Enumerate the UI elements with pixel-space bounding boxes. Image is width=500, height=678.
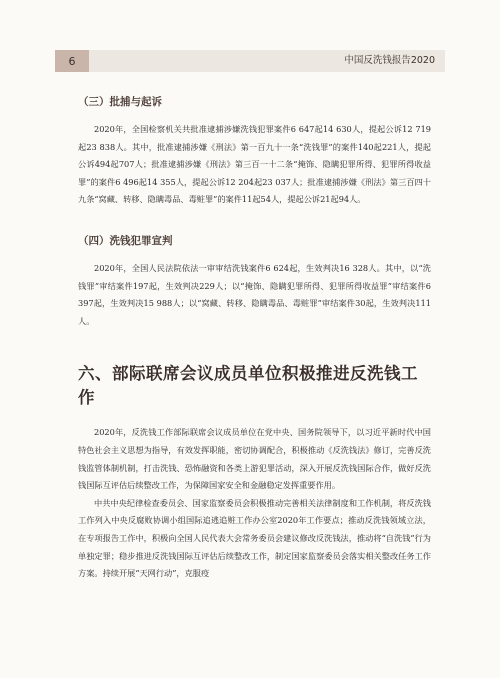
running-title: 中国反洗钱报告2020 [344,55,435,66]
paragraph-interministerial-overview: 2020年，反洗钱工作部际联席会议成员单位在党中央、国务院领导下，以习近平新时代中国特色社会主义思想为指导，有效发挥职能，密切协调配合，积极推动《反洗钱法》修订，完善反洗钱监管体制机制，打击洗钱、恐怖融资和各类上游犯罪活动，深入开展反洗钱国际合作，做好反洗钱国际互评估后续整改工作，为保障国家安全和金融稳定发挥重要作用。 [78,427,431,491]
paragraph-arrest-prosecution: 2020年，全国检察机关共批准逮捕涉嫌洗钱犯罪案件6 647起14 630人，提起公诉12 719起23 838人。其中，批准逮捕涉嫌《刑法》第一百九十一条“洗钱罪”的案件140起221人，提起公诉494起707人；批准逮捕涉嫌《刑法》第三百一十二条“掩饰、隐瞒犯罪所得、犯罪所得收益罪”的案件6 496起14 355人，提起公诉12 204起23 037人；批准逮捕涉嫌《刑法》第三百四十九条“窝藏、转移、隐瞒毒品、毒赃罪”的案件11起54人，提起公诉21起94人。 [78,124,431,205]
page-header [55,50,445,72]
paragraph-discipline-commission: 中共中央纪律检查委员会、国家监察委员会积极推动完善相关法律制度和工作机制，将反洗钱工作列入中央反腐败协调小组国际追逃追赃工作办公室2020年工作要点；推动反洗钱领域立法，在专项报告工作中，积极向全国人民代表大会常务委员会建议修改反洗钱法，推动将“自洗钱”行为单独定罪；稳步推进反洗钱国际互评估后续整改工作，制定国家监察委员会落实相关整改任务工作方案。持续开展“天网行动”，克服疫 [78,497,431,579]
subsection-heading-sentencing: （四）洗钱犯罪宣判 [78,234,173,247]
page-number: 6 [55,50,89,72]
subsection-heading-arrest: （三）批捕与起诉 [78,96,162,108]
section-heading-interministerial: 六、部际联席会议成员单位积极推进反洗钱工作 [78,364,418,408]
page-body [78,84,431,583]
paragraph-sentencing: 2020年，全国人民法院依法一审审结洗钱案件6 624起，生效判决16 328人。其中，以“洗钱罪”审结案件197起，生效判决229人；以“掩饰、隐瞒犯罪所得、犯罪所得收益罪”审结案件6 397起，生效判决15 988人；以“窝藏、转移、隐瞒毒品、毒赃罪”审结案件30起，生效判决111人。 [78,262,431,326]
